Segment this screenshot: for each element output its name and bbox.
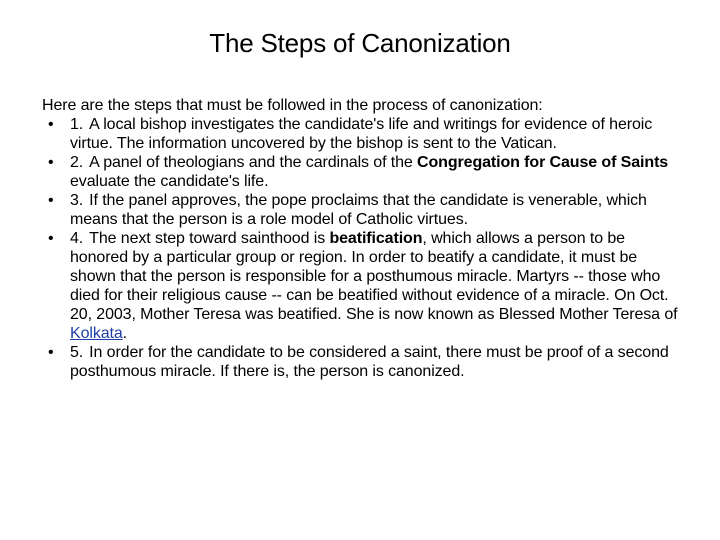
- step-text-middle: , which allows a person to be honored by a particular group or region. In order to beatify a candidate, it must be shown that the person is responsible for a posthumous miracle. Martyrs -- those who died for their religious cause -- can be beatified without evidence of a miracle. On Oct. 20, 2003, Mother Teresa was beatified. She is now known as Blessed Mother Teresa of: [70, 230, 678, 323]
- bullet-icon: •: [48, 154, 54, 171]
- step-text-tail: evaluate the candidate's life.: [70, 173, 269, 190]
- list-item: [42, 343, 682, 381]
- bullet-icon: •: [48, 116, 54, 133]
- step-number: 3.: [70, 192, 84, 209]
- step-text: In order for the candidate to be considered a saint, there must be proof of a second posthumous miracle. If there is, the person is canonized.: [70, 344, 669, 380]
- step-text: A panel of theologians and the cardinals of the: [89, 154, 418, 171]
- bullet-icon: •: [48, 230, 54, 247]
- step-text: A local bishop investigates the candidate's life and writings for evidence of heroic virtue. The information uncovered by the bishop is sent to the Vatican.: [70, 116, 653, 152]
- step-number: 2.: [70, 154, 84, 171]
- list-item: [42, 153, 682, 191]
- list-item: [42, 115, 682, 153]
- step-text-end: .: [122, 325, 128, 342]
- step-bold-term: beatification: [329, 230, 423, 247]
- step-number: 5.: [70, 344, 84, 361]
- list-item: [42, 191, 682, 229]
- list-item: [42, 229, 682, 343]
- step-text: The next step toward sainthood is: [89, 230, 330, 247]
- intro-text: Here are the steps that must be followed in the process of canonization:: [42, 97, 543, 114]
- page-title: The Steps of Canonization: [209, 28, 511, 58]
- kolkata-link[interactable]: Kolkata: [70, 325, 123, 342]
- step-number: 4.: [70, 230, 84, 247]
- step-number: 1.: [70, 116, 84, 133]
- step-text: If the panel approves, the pope proclaims that the candidate is venerable, which means that the person is a role model of Catholic virtues.: [70, 192, 647, 228]
- step-bold-term: Congregation for Cause of Saints: [417, 154, 669, 171]
- bullet-icon: •: [48, 344, 54, 361]
- bullet-icon: •: [48, 192, 54, 209]
- slide-body: [42, 96, 682, 381]
- steps-list: [42, 115, 682, 381]
